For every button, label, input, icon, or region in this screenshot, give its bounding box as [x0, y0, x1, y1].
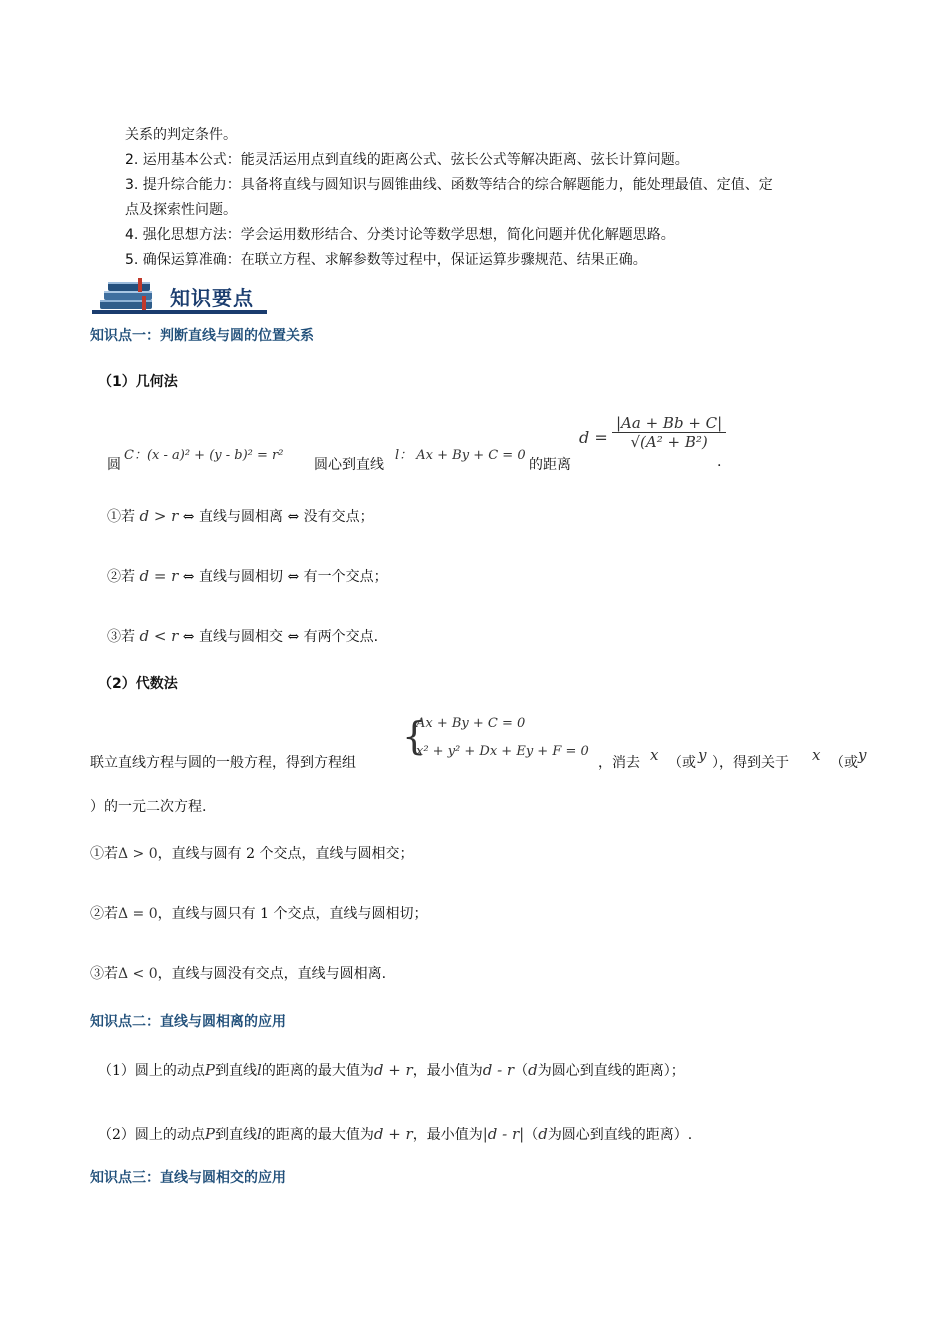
- item-text: 为圆心到直线的距离）；: [537, 1063, 685, 1079]
- case-relation: 直线与圆相切: [198, 569, 283, 585]
- case-result: ，直线与圆只有 1 个交点，直线与圆相切；: [157, 906, 428, 922]
- objective-line-3a: 3. 提升综合能力：具备将直线与圆知识与圆锥曲线、函数等结合的综合解题能力，能处理最值、定值、定: [125, 177, 773, 193]
- objective-line-2: 2. 运用基本公式：能灵活运用点到直线的距离公式、弦长公式等解决距离、弦长计算问题。: [125, 152, 689, 168]
- alg-intro-text-6: ）的一元二次方程.: [90, 799, 207, 815]
- case-pre: 若: [121, 569, 135, 585]
- equiv-icon: ⇔: [287, 629, 300, 645]
- var-P: P: [204, 1061, 216, 1079]
- geo-case-2: [107, 564, 388, 589]
- case-pre: 若: [121, 509, 135, 525]
- case-mark: ②: [107, 569, 121, 585]
- item-text: 为圆心到直线的距离）.: [547, 1127, 693, 1143]
- item-text: （: [524, 1127, 539, 1143]
- case-mark: ③: [107, 629, 121, 645]
- var-x: x: [650, 746, 659, 764]
- case-condition: Δ < 0: [118, 966, 158, 982]
- item-text: 到直线: [215, 1127, 258, 1143]
- case-result: ，直线与圆没有交点，直线与圆相离.: [157, 966, 387, 982]
- case-pre: 若: [104, 846, 118, 862]
- min-value: d - r: [482, 1061, 515, 1079]
- case-pre: 若: [104, 906, 118, 922]
- alg-intro-text-2: ，消去: [598, 755, 640, 771]
- item-text: （: [514, 1063, 529, 1079]
- item-text: （2）圆上的动点: [98, 1127, 205, 1143]
- system-brace: {: [402, 714, 427, 758]
- case-pre: 若: [104, 966, 118, 982]
- case-result: 有两个交点.: [303, 629, 379, 645]
- objective-line-3b: 点及探索性问题。: [125, 202, 237, 218]
- geo-intro-text-2: 圆心到直线: [314, 457, 384, 473]
- geo-intro-text-1: 圆: [107, 457, 121, 473]
- case-condition: Δ > 0: [118, 846, 158, 862]
- kp3-title: 知识点三：直线与圆相交的应用: [90, 1170, 286, 1186]
- equiv-icon: ⇔: [182, 629, 195, 645]
- var-y: y: [698, 746, 707, 764]
- case-result: 有一个交点；: [303, 569, 388, 585]
- var-x-2: x: [812, 746, 821, 764]
- alg-case-3: [90, 962, 386, 986]
- distance-denominator: √(A² + B²): [630, 433, 708, 451]
- objective-line-1: 关系的判定条件。: [125, 127, 237, 143]
- line-equation: l： Ax + By + C = 0: [395, 448, 526, 463]
- geo-case-1: [107, 504, 374, 529]
- var-l: l: [257, 1061, 262, 1079]
- var-y-2: y: [858, 746, 867, 764]
- equiv-icon: ⇔: [287, 569, 300, 585]
- alg-intro-text-4: ），得到关于: [712, 755, 789, 771]
- kp1-title: 知识点一：判断直线与圆的位置关系: [90, 328, 314, 344]
- equiv-icon: ⇔: [182, 509, 195, 525]
- kp2-item-2: [98, 1122, 692, 1147]
- case-condition: Δ = 0: [118, 906, 158, 922]
- alg-intro-text-5: （或: [830, 755, 858, 771]
- case-mark: ①: [90, 846, 104, 862]
- item-text: ，最小值为: [412, 1063, 483, 1079]
- var-d: d: [528, 1061, 538, 1079]
- geometric-method-title: （1）几何法: [98, 374, 178, 390]
- distance-numerator: |Aa + Bb + C|: [612, 414, 726, 433]
- alg-case-1: [90, 842, 413, 866]
- min-value: |d - r|: [482, 1125, 525, 1143]
- circle-equation: C：(x - a)² + (y - b)² = r²: [124, 448, 284, 463]
- var-P: P: [204, 1125, 216, 1143]
- objective-line-5: 5. 确保运算准确：在联立方程、求解参数等过程中，保证运算步骤规范、结果正确。: [125, 252, 647, 268]
- case-condition: d < r: [139, 627, 179, 645]
- max-value: d + r: [373, 1125, 413, 1143]
- distance-formula: [612, 414, 726, 451]
- case-mark: ①: [107, 509, 121, 525]
- geo-case-3: [107, 624, 378, 649]
- section-header: [92, 274, 272, 318]
- geo-intro-end: .: [717, 454, 722, 470]
- case-result: ，直线与圆有 2 个交点，直线与圆相交；: [157, 846, 414, 862]
- case-relation: 直线与圆相交: [198, 629, 283, 645]
- max-value: d + r: [373, 1061, 413, 1079]
- alg-intro-text-3: （或: [668, 755, 696, 771]
- var-l: l: [257, 1125, 262, 1143]
- section-header-title: 知识要点: [170, 286, 254, 310]
- kp2-title: 知识点二：直线与圆相离的应用: [90, 1014, 286, 1030]
- kp2-item-1: [98, 1058, 685, 1083]
- equiv-icon: ⇔: [287, 509, 300, 525]
- objective-line-4: 4. 强化思想方法：学会运用数形结合、分类讨论等数学思想，简化问题并优化解题思路。: [125, 227, 675, 243]
- alg-intro-text-1: 联立直线方程与圆的一般方程，得到方程组: [90, 755, 356, 771]
- item-text: 到直线: [215, 1063, 258, 1079]
- case-mark: ③: [90, 966, 104, 982]
- case-result: 没有交点；: [303, 509, 374, 525]
- alg-case-2: [90, 902, 427, 926]
- item-text: 的距离的最大值为: [261, 1063, 374, 1079]
- case-relation: 直线与圆相离: [198, 509, 283, 525]
- item-text: ，最小值为: [412, 1127, 483, 1143]
- algebraic-method-title: （2）代数法: [98, 676, 178, 692]
- alg-cases: [90, 842, 690, 992]
- case-condition: d > r: [139, 507, 179, 525]
- case-mark: ②: [90, 906, 104, 922]
- case-pre: 若: [121, 629, 135, 645]
- case-condition: d = r: [139, 567, 179, 585]
- var-d: d: [538, 1125, 548, 1143]
- item-text: 的距离的最大值为: [261, 1127, 374, 1143]
- geo-cases: [107, 504, 607, 664]
- system-equation-1: Ax + By + C = 0: [416, 716, 526, 731]
- equiv-icon: ⇔: [182, 569, 195, 585]
- distance-label: d =: [579, 428, 608, 447]
- alg-intro: [90, 712, 870, 822]
- geo-intro-text-3: 的距离: [529, 457, 571, 473]
- item-text: （1）圆上的动点: [98, 1063, 205, 1079]
- system-equation-2: x² + y² + Dx + Ey + F = 0: [416, 744, 589, 759]
